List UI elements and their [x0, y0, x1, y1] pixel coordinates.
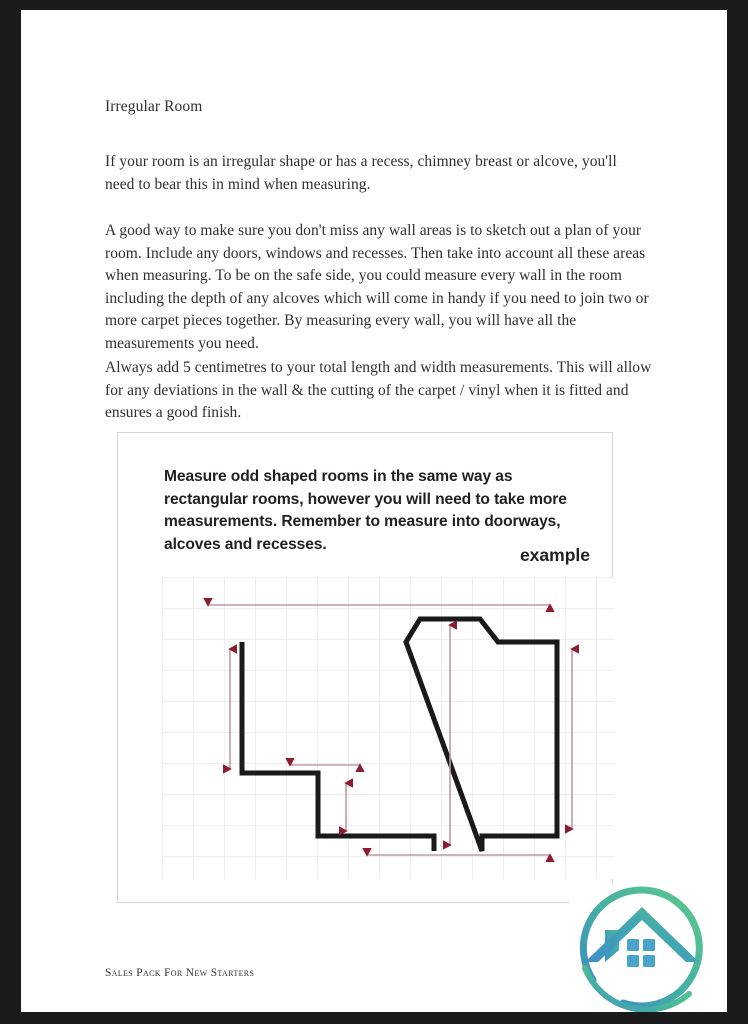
- document-page: [21, 10, 727, 1012]
- diagram-heading: Measure odd shaped rooms in the same way as rectangular rooms, however you will need to take more measurements. Remember to measure into doorways, alcoves and recesses.: [164, 468, 567, 553]
- roof-icon: [585, 907, 699, 962]
- window-icon: [627, 939, 655, 967]
- logo-card: [569, 884, 727, 1012]
- page-title: Irregular Room: [105, 98, 203, 115]
- diagram-example-label: example: [519, 545, 590, 565]
- paragraph-2: A good way to make sure you don't miss any wall areas is to sketch out a plan of your room. Include any doors, windows and recesses. Then take into account all these areas when measuring. To be on the safe side, you could measure every wall in the room including the depth of any alcoves which will come in handy if you need to join two or more carpet pieces together. By measuring every wall, you will have all the measurements you need.: [105, 222, 649, 352]
- diagram-panel: [117, 432, 613, 903]
- house-roof-icon: [569, 884, 727, 1012]
- paragraph-1: If your room is an irregular shape or has a recess, chimney breast or alcove, you'll need to bear this in mind when measuring.: [105, 153, 617, 193]
- footer-label: Sales Pack For New Starters: [105, 967, 255, 979]
- room-plan-svg: [162, 577, 614, 879]
- room-plan-grid: [162, 577, 614, 879]
- paragraph-3: Always add 5 centimetres to your total length and width measurements. This will allow for any deviations in the wall & the cutting of the carpet / vinyl when it is fitted and ensures a good finish.: [105, 359, 652, 422]
